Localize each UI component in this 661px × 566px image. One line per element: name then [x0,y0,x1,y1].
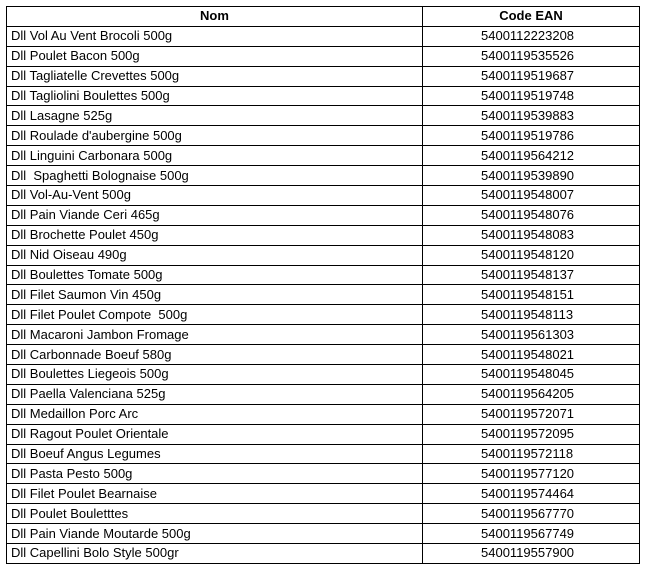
ean-code: 5400112223208 [423,26,640,46]
table-row [7,86,640,106]
product-name: Dll Filet Poulet Compote 500g [7,305,423,325]
table-body [7,26,640,563]
table-row [7,444,640,464]
column-header-ean: Code EAN [423,7,640,27]
ean-code: 5400119548021 [423,345,640,365]
table-row [7,524,640,544]
ean-code: 5400119539883 [423,106,640,126]
table-row [7,365,640,385]
ean-code: 5400119572095 [423,424,640,444]
table-row [7,146,640,166]
product-name: Dll Tagliatelle Crevettes 500g [7,66,423,86]
ean-code: 5400119577120 [423,464,640,484]
table-row [7,46,640,66]
table-row [7,186,640,206]
table-row [7,66,640,86]
product-name: Dll Ragout Poulet Orientale [7,424,423,444]
table-row [7,225,640,245]
ean-code: 5400119548083 [423,225,640,245]
product-name: Dll Spaghetti Bolognaise 500g [7,166,423,186]
ean-code: 5400119572118 [423,444,640,464]
ean-code: 5400119564205 [423,384,640,404]
ean-code: 5400119548045 [423,365,640,385]
ean-code: 5400119564212 [423,146,640,166]
product-name: Dll Filet Saumon Vin 450g [7,285,423,305]
table-row [7,265,640,285]
table-row [7,166,640,186]
product-name: Dll Paella Valenciana 525g [7,384,423,404]
product-name: Dll Vol-Au-Vent 500g [7,186,423,206]
ean-code: 5400119519687 [423,66,640,86]
table-row [7,504,640,524]
ean-code: 5400119548120 [423,245,640,265]
ean-code: 5400119535526 [423,46,640,66]
product-name: Dll Roulade d'aubergine 500g [7,126,423,146]
ean-code: 5400119548137 [423,265,640,285]
product-name: Dll Filet Poulet Bearnaise [7,484,423,504]
column-header-name: Nom [7,7,423,27]
table-row [7,245,640,265]
ean-code: 5400119572071 [423,404,640,424]
ean-code: 5400119548007 [423,186,640,206]
ean-code: 5400119557900 [423,544,640,564]
ean-code: 5400119574464 [423,484,640,504]
ean-code: 5400119548151 [423,285,640,305]
table-row [7,205,640,225]
ean-code: 5400119539890 [423,166,640,186]
product-name: Dll Vol Au Vent Brocoli 500g [7,26,423,46]
product-name: Dll Pain Viande Moutarde 500g [7,524,423,544]
table-row [7,26,640,46]
product-name: Dll Brochette Poulet 450g [7,225,423,245]
table-row [7,384,640,404]
table-row [7,464,640,484]
table-row [7,126,640,146]
table-row [7,106,640,126]
product-name: Dll Poulet Bouletttes [7,504,423,524]
ean-code: 5400119548113 [423,305,640,325]
product-name: Dll Carbonnade Boeuf 580g [7,345,423,365]
product-name: Dll Pain Viande Ceri 465g [7,205,423,225]
ean-code: 5400119548076 [423,205,640,225]
product-name: Dll Medaillon Porc Arc [7,404,423,424]
table-row [7,285,640,305]
product-table [6,6,640,564]
ean-code: 5400119567770 [423,504,640,524]
ean-code: 5400119561303 [423,325,640,345]
product-name: Dll Macaroni Jambon Fromage [7,325,423,345]
product-name: Dll Boulettes Liegeois 500g [7,365,423,385]
ean-code: 5400119567749 [423,524,640,544]
table-row [7,325,640,345]
table-row [7,404,640,424]
product-name: Dll Lasagne 525g [7,106,423,126]
product-name: Dll Linguini Carbonara 500g [7,146,423,166]
table-row [7,305,640,325]
header-row [7,7,640,27]
product-name: Dll Pasta Pesto 500g [7,464,423,484]
product-name: Dll Nid Oiseau 490g [7,245,423,265]
ean-code: 5400119519748 [423,86,640,106]
product-name: Dll Poulet Bacon 500g [7,46,423,66]
table-row [7,345,640,365]
ean-code: 5400119519786 [423,126,640,146]
table-row [7,544,640,564]
product-name: Dll Boulettes Tomate 500g [7,265,423,285]
product-name: Dll Tagliolini Boulettes 500g [7,86,423,106]
product-name: Dll Capellini Bolo Style 500gr [7,544,423,564]
table-row [7,484,640,504]
product-name: Dll Boeuf Angus Legumes [7,444,423,464]
table-row [7,424,640,444]
